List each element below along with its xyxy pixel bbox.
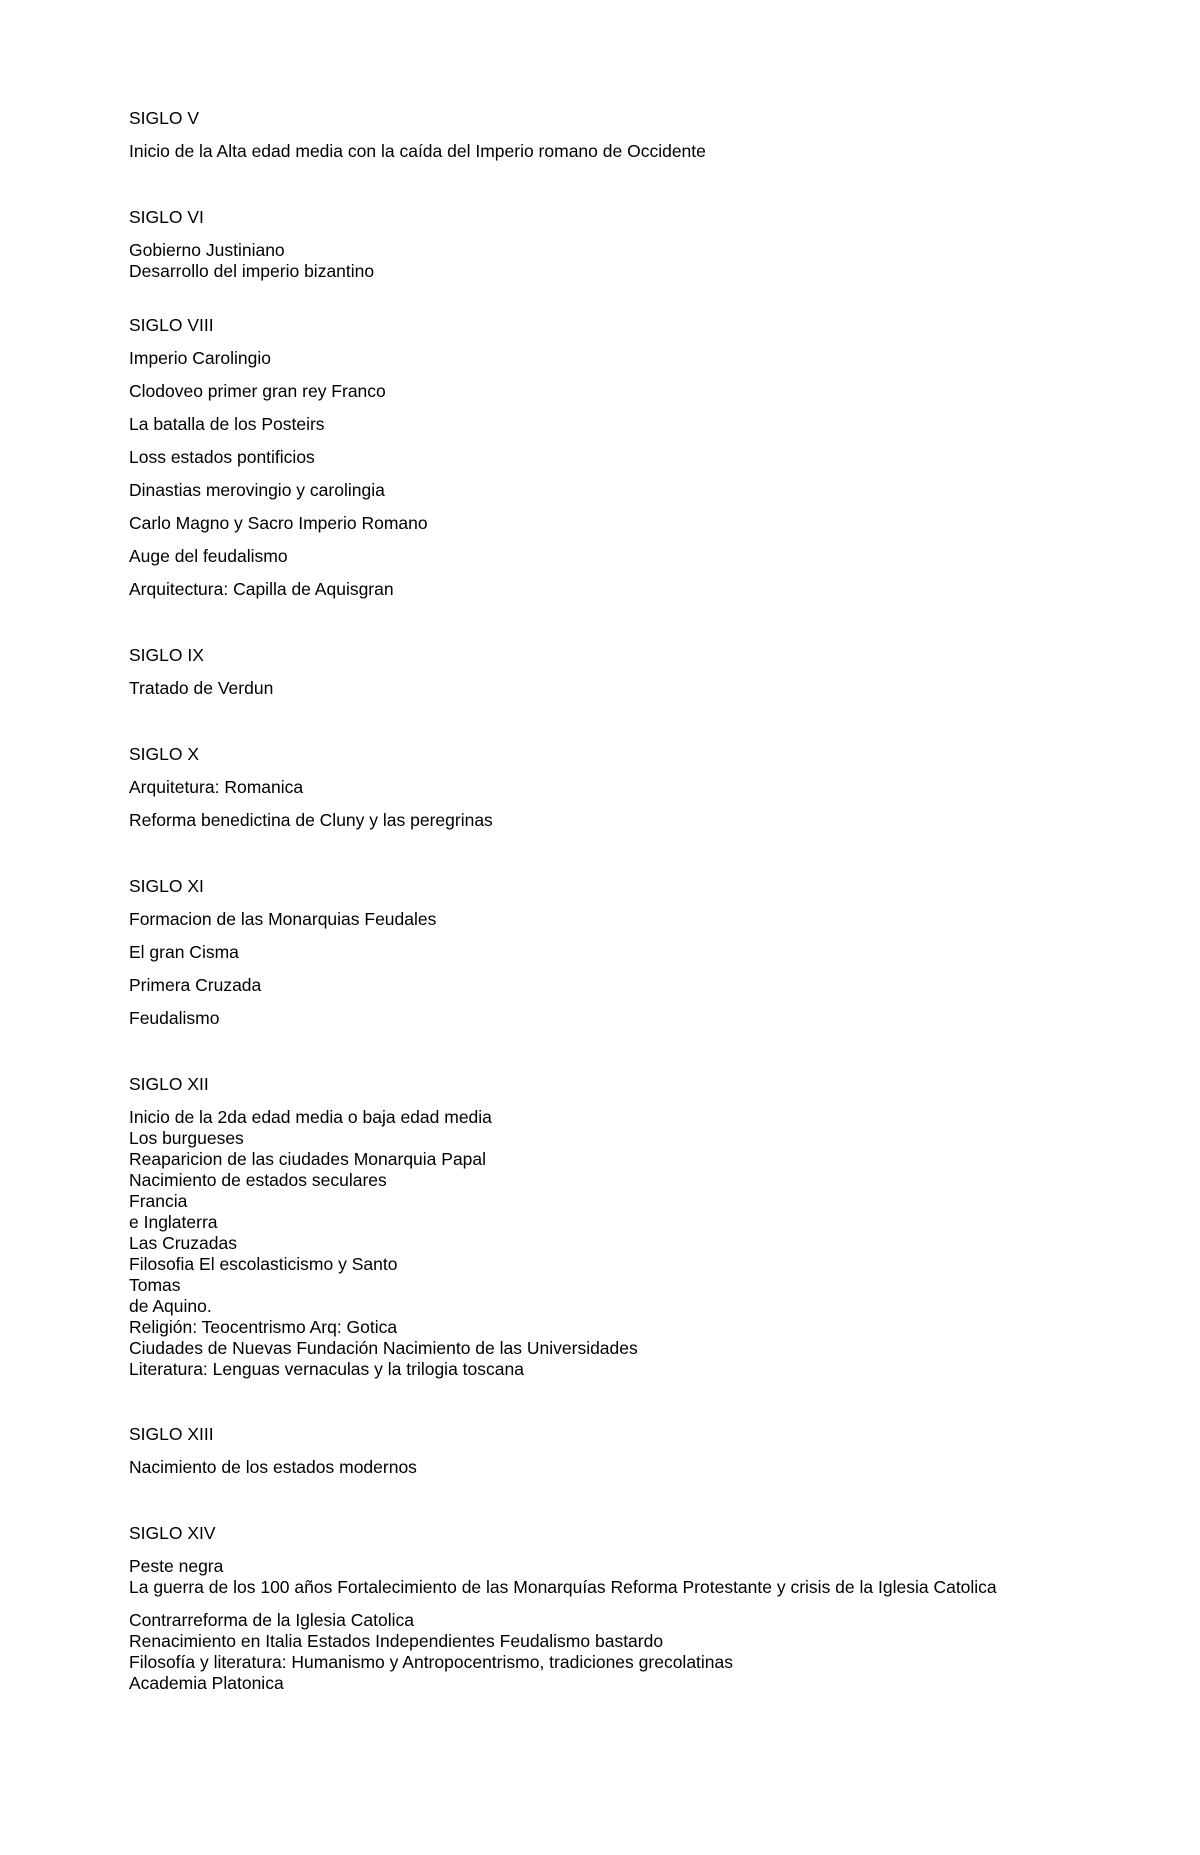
section-line: Tratado de Verdun	[129, 678, 274, 698]
section-heading-siglo-xiv: SIGLO XIV	[129, 1523, 216, 1543]
section-line: Desarrollo del imperio bizantino	[129, 261, 375, 281]
section-line: Nacimiento de estados seculares	[129, 1170, 387, 1190]
section-line: Academia Platonica	[129, 1673, 284, 1693]
section-line: Nacimiento de los estados modernos	[129, 1457, 417, 1477]
section-line: Filosofia El escolasticismo y Santo	[129, 1254, 398, 1274]
section-line: El gran Cisma	[129, 942, 239, 962]
section-line: La guerra de los 100 años Fortalecimiento de las Monarquías Reforma Protestante y crisis de la Iglesia Catolica	[129, 1577, 997, 1597]
section-line: Inicio de la Alta edad media con la caída del Imperio romano de Occidente	[129, 141, 706, 161]
section-line: Gobierno Justiniano	[129, 240, 285, 260]
section-heading-siglo-xii: SIGLO XII	[129, 1074, 209, 1094]
section-line: Dinastias merovingio y carolingia	[129, 480, 385, 500]
section-line: Clodoveo primer gran rey Franco	[129, 381, 386, 401]
section-line: Auge del feudalismo	[129, 546, 288, 566]
section-line: e Inglaterra	[129, 1212, 218, 1232]
section-line: Filosofía y literatura: Humanismo y Antropocentrismo, tradiciones grecolatinas	[129, 1652, 734, 1672]
section-heading-siglo-ix: SIGLO IX	[129, 645, 204, 665]
section-line: La batalla de los Posteirs	[129, 414, 325, 434]
section-line: Formacion de las Monarquias Feudales	[129, 909, 437, 929]
section-line: Las Cruzadas	[129, 1233, 237, 1253]
section-line: Tomas	[129, 1275, 181, 1295]
section-heading-siglo-x: SIGLO X	[129, 744, 200, 764]
section-line: Peste negra	[129, 1556, 224, 1576]
section-heading-siglo-xiii: SIGLO XIII	[129, 1424, 214, 1444]
section-heading-siglo-v: SIGLO V	[129, 108, 200, 128]
section-line: Imperio Carolingio	[129, 348, 272, 368]
section-line: Renacimiento en Italia Estados Independientes Feudalismo bastardo	[129, 1631, 664, 1651]
section-line: Religión: Teocentrismo Arq: Gotica	[129, 1317, 398, 1337]
section-heading-siglo-xi: SIGLO XI	[129, 876, 204, 896]
section-heading-siglo-vi: SIGLO VI	[129, 207, 204, 227]
section-line: Francia	[129, 1191, 188, 1211]
section-line: Inicio de la 2da edad media o baja edad media	[129, 1107, 492, 1127]
section-line: Literatura: Lenguas vernaculas y la trilogia toscana	[129, 1359, 524, 1379]
section-line: Contrarreforma de la Iglesia Catolica	[129, 1610, 414, 1630]
section-line: Carlo Magno y Sacro Imperio Romano	[129, 513, 428, 533]
section-line: Los burgueses	[129, 1128, 244, 1148]
section-line: Loss estados pontificios	[129, 447, 315, 467]
section-line: Arquitectura: Capilla de Aquisgran	[129, 579, 394, 599]
section-line: Arquitetura: Romanica	[129, 777, 304, 797]
section-line: Reforma benedictina de Cluny y las peregrinas	[129, 810, 493, 830]
section-line: de Aquino.	[129, 1296, 212, 1316]
section-line: Ciudades de Nuevas Fundación Nacimiento de las Universidades	[129, 1338, 638, 1358]
section-line: Reaparicion de las ciudades Monarquia Papal	[129, 1149, 487, 1169]
section-line: Primera Cruzada	[129, 975, 262, 995]
section-line: Feudalismo	[129, 1008, 220, 1028]
section-heading-siglo-viii: SIGLO VIII	[129, 315, 214, 335]
